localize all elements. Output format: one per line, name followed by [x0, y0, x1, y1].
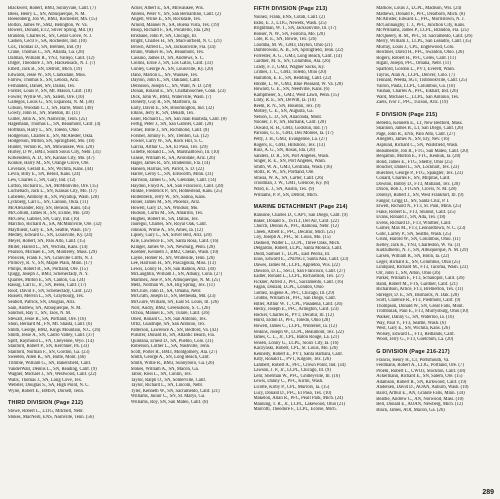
roster-entry: Grubbs, William H., PFC, San Diego, Calif.: [253, 296, 337, 302]
roster-entry: Hunter, Vernon R., SN, Milwaukee, Wis. (20): [8, 144, 94, 150]
roster-entry: Markow, Louis J., LCPL, Madison, Wis. (24): [376, 6, 462, 11]
roster-entry: Pulsifer, Donald H., SN, Atlantic Beach, Fla.: [130, 333, 215, 339]
roster-entry: Rigall, Joseph, PFC, Omaha, Nebr. (11): [376, 61, 451, 67]
roster-entry: Jauregui, Charles, SN, Royal Oak, Calif.: [130, 222, 208, 228]
roster-entry: Lew, Charles J., SN, Gary, Ind. (12): [8, 177, 76, 183]
roster-entry: Bond, James E., FTG, Shelby, Ohio (25): [376, 159, 453, 165]
roster-entry: Boesenberg, Jon W., BM3, Rochester, Mn. (15): [8, 17, 98, 23]
roster-entry: Prosicek, Frank F., SN, Granville Cliffs, N. J.: [8, 255, 94, 261]
roster-entry: Stanford, Robert P., SN, Kerchner, Pa. (33): [8, 344, 89, 350]
roster-entry: Tabor, Ross L., SN, Conlin, Tex.: [130, 372, 192, 378]
roster-entry: Hecky, Joseph E., PFC, Arlington, Calif. (23): [253, 307, 339, 313]
roster-entry: Bless, Henry L., SN, Albuquerque, N. M.: [8, 11, 86, 17]
roster-entry: McAlexander, Roy, SN, Benson, Kans. (45): [8, 205, 91, 211]
roster-entry: Metz, Norman W., SA, Big Spring, Tex. (11): [130, 283, 215, 289]
roster-entry: Dennison, Joseph C., SN, Wahr, N. D. (29): [130, 83, 212, 89]
roster-entry: Thompson, Donald W., SN, Great Falls, Mont.: [376, 303, 464, 309]
roster-entry: Hodgerson, Charles E., SN, McAlester, Okla.: [8, 133, 94, 139]
roster-entry: Manning, T. R., Jr., LCPL, Lakewood, Ohio (21): [253, 401, 346, 407]
roster-entry: Francis, Henry H., LT, Portsmouth, Va.: [376, 357, 450, 363]
roster-entry: Quintana, Ernest D., SN, Pueblo, Colo. (31): [130, 338, 214, 344]
roster-entry: Williams, Roy, SN, San Mateo, Calif. (8): [130, 399, 208, 405]
roster-entry: Hagemann, Thomas L., SN, Beaumont, Calif. (4): [8, 122, 101, 128]
roster-entry: Howell, Gary D., SA, Windsor, Mo.: [130, 205, 199, 211]
roster-entry: Richardson, Arlice, FT3, Bremerton, Tex. (11): [376, 287, 464, 293]
roster-entry: Ekbo, E. J., LTJG, Newelk, Wash. (25): [253, 20, 327, 26]
roster-entry: McGrew, Gabriel, SN, Gary, Ind. (16): [8, 216, 80, 222]
roster-entry: Rogers, E., GM3, Hillsboro, Tex. (13): [253, 142, 325, 148]
roster-entry: VanderWall, Dennis L., SN, Reading, Calif. (9): [8, 366, 97, 372]
roster-entry: Harrer, Leroy C., SN, Ellsworth, Minn. (31): [130, 172, 214, 178]
roster-entry: Ackermann, Richard E., SN, Salem, Ore. (15): [376, 374, 463, 380]
roster-entry: Stewart, Jesse R., SA, Portland, Ore. (16): [8, 316, 86, 322]
roster-entry: McCollum, James R., SN, Exline, Mo. (20): [8, 211, 90, 217]
roster-entry: Essel, Richard L., SN, San Juan Bautista, Calif. (8): [130, 116, 227, 122]
roster-entry: Dontsyl, Robert J., SN, West Frankfort, Ill. (9): [376, 192, 464, 198]
roster-entry: Ward, E. J., SN, Austin, Tex. (9): [253, 186, 315, 192]
roster-entry: Rassig, Carl E., Jr., SN, Berea, Calif. (17): [8, 283, 87, 289]
roster-entry: Parsons, G. E., GM3, Des Moines, Ia. (17): [253, 131, 334, 137]
roster-entry: Lubeleki, Anthony R., SN, Puyallup, Wash. (28): [8, 194, 99, 200]
roster-entry: Elkins, Jerry R., SN, Dekalb, Tex.: [130, 111, 195, 117]
roster-entry: Bebello, Kenneth E., LT, New Bedford, Mass.: [376, 120, 463, 126]
roster-entry: Asplund, Richard C., SN, Waitsfield, Wash.: [376, 143, 459, 149]
roster-entry: Glasse, William R., SA, Avondale, Ariz. (26): [130, 155, 216, 161]
roster-entry: Spafford, Gordon L., PVT, Everett, Wash.: [376, 67, 455, 73]
roster-entry: Johnson, Willie A., SN, Ames, Ia. (12): [130, 227, 203, 233]
roster-entry: Ward, Michael C., LCPL, San Antonio, Tex.: [376, 94, 460, 100]
roster-entry: Stokes, MacNeill, ENS, Nashville, Tenn. (56): [8, 414, 94, 420]
roster-entry: Konkle, Harry M., SN, Orange Grove, Ore.: [8, 161, 90, 167]
roster-entry: Beattie, Andrew C., AN, Norwood, Mass. (10): [376, 396, 464, 402]
roster-entry: Smith, Jesse A., SN, Castro Valley, Calif. (37): [8, 333, 95, 339]
roster-entry: Ahrens, Peter V., SN, San Bernardino, Calif. (2): [130, 11, 221, 17]
roster-entry: Rand, Robert M., FTS, Gardner, Calif. (21): [376, 281, 458, 287]
roster-entry: Licotte, Kirby P., CPL, Murrors, Ia. (15): [253, 385, 330, 390]
roster-entry: Mathews, Donald F., PFC, Dearborn, Mich. (8): [376, 11, 465, 17]
roster-entry: Elwell, Richard N., FT3, St. Paul, Minn. (25): [376, 204, 462, 210]
roster-entry: Elbert, Jack B., SN, Detroit, Mich. (19): [8, 67, 82, 73]
roster-entry: Wylie, Robert E., BMSN, Dorsett, Tenn.: [8, 388, 84, 394]
roster-entry: Scott, Clarence R., FT3, Piedmont, Calif. (9): [376, 298, 461, 304]
roster-entry: Blackwell, Robert, BM3, Sunnyvale, Calif. (7): [8, 6, 96, 11]
roster-entry: Dano, Marion L., SN, Waukee, Tex.: [130, 72, 199, 78]
roster-entry: Nuinez, Frank, ENS, Cotati, Calif. (2): [253, 15, 325, 20]
roster-entry: Shon, Bernard M., FN, Mt. Shasta, Calif. (6): [8, 322, 92, 328]
roster-entry: Harrison, James G., SA, Glendale, Calif. (14): [130, 177, 217, 183]
roster-entry: Black, James, AOI, Macon, Ga. (26): [376, 407, 445, 413]
roster-entry: Kaczynski, Robert, CPL, St. Louis, Mo. (26): [253, 346, 338, 352]
roster-entry: Bowers, Donald, ET2, Silver Spring, Md. (8): [8, 28, 93, 34]
roster-entry: Fagan, Donald, LCPL, London, Ohio: [253, 285, 324, 291]
roster-entry: Adamson, Robert R., SN, Kirkwood, Calif. (19): [376, 379, 467, 385]
roster-entry: Dambrowski, A. B., SN, Springfield, Tenn. (22): [253, 48, 344, 54]
roster-entry: Way, Paul V., FT3, Seattle, Wash. (6): [376, 320, 446, 326]
roster-entry: Stanford, Norman F., SN, Gordon, Ga. (23): [8, 349, 90, 355]
roster-entry: Tennant, Weeda, SGT, Tishbookville, Calif. (25): [376, 78, 468, 84]
roster-entry: Sweeten, Allen K., SN, Butte, Mont. (46): [8, 355, 86, 361]
roster-entry: Lipsey, Gary L., SA, Silver Bell, Ariz. (20): [130, 233, 212, 239]
roster-entry: Bonser, N. W., SN, Fostoria, Mo. (20): [253, 31, 325, 37]
roster-entry: Cole, R. E., SN, Bowie, Tex. (26): [253, 37, 317, 43]
roster-entry: Martinez, Jose P., SN, Albuquerque, N. M. (25): [130, 277, 220, 283]
roster-entry: Webster, Douglas S., SA, High Point, N. C.: [8, 383, 90, 389]
roster-entry: Fisher, Billie J., SN, Richmond, Calif. (8): [130, 128, 209, 134]
roster-entry: Larsen, William R., SN, Bolin, Ia. (22): [376, 253, 450, 259]
division-heading: F DIVISION (Page 215): [376, 111, 438, 118]
roster-entry: Sain, Andrew, SN, Albuquerque, N. M.: [8, 305, 82, 311]
roster-entry: Miller, Harold L., SN, Wichita, Kans. (14): [8, 244, 88, 250]
roster-entry: Fertig, Peter J., SN, San Gabriel, Calif. (28): [130, 122, 213, 128]
roster-entry: Pearson, Michael E., SN, Monterey, Mass. (29): [8, 250, 97, 256]
roster-entry: Ortiz, Guadrupe, SN, San Antonio, Tex.: [130, 322, 206, 328]
division-heading: FIFTH DIVISION (Page 213): [253, 6, 328, 12]
roster-entry: Gibson, Woodall C. J., SN, Barre, Mont. (49): [8, 105, 93, 111]
roster-entry: Coy, Joseph A., PFC, St. Louis, Mo. (15): [253, 235, 331, 241]
roster-entry: Smith, Willie R., BM3, Sunnyboro, Ga. (26): [130, 361, 215, 366]
roster-entry: Honer, James M., SN, Phoenix, Ariz.: [130, 200, 201, 206]
roster-entry: Gowty, John B., SN, Sheldon, Ill. (11): [8, 111, 80, 117]
roster-entry: Dawson, D. L., SSGT, San Francisco, Calif. (27): [253, 268, 346, 274]
roster-entry: McAllister, Edward L., PFC, Morristown, N. J.: [376, 17, 465, 23]
roster-entry: Lewis, Lonny H., SN, San Ramon, Ariz. (30): [130, 266, 216, 272]
division-heading: MARINE DETACHMENT (Page 214): [253, 204, 348, 211]
roster-entry: Forsher, Johnny F., SN, Trenton, Ga. (12): [130, 133, 209, 139]
roster-entry: Fowler, Larry W., SA, Rock Hill, S. C.: [130, 139, 204, 145]
roster-entry: Williams, Junior C., SN, St. Marys, Ga.: [130, 394, 206, 400]
roster-entry: Cassino, James D., SN, Andrews, S. C.: [130, 55, 205, 61]
roster-entry: Kile, Lawrence E., SN, Santa Rosa, Calif. (16): [130, 238, 219, 244]
roster-entry: Gardner, M. S., SN, Columbus, Ala. (26): [253, 59, 331, 65]
roster-entry: Kirkenstein, A. D., SN, Kansas City, Mo. (47): [8, 155, 95, 161]
roster-entry: Jenkins, Joseph W., LCPL, Beaumont, Tex. (22): [253, 329, 344, 335]
roster-entry: Kelley, Jack K., YN3, Charleston, W. Va. (3): [376, 242, 461, 248]
roster-entry: Bisop, Richard F., SA, Pocatello, Ida. (28): [130, 28, 211, 34]
roster-entry: Kudzutherni, N. J., SN, Albuquerque, N. M. (29): [376, 248, 469, 254]
roster-entry: Howard, G. E., SN, Needville, Kans. (6): [253, 87, 330, 93]
roster-entry: McGrath, Joseph D., SN, Bethesda, Md. (23): [130, 294, 216, 300]
roster-entry: Roberson, Luther L., SA, Nashville, Tenn.: [130, 344, 211, 350]
roster-entry: Conard, Charles F., SN, Milpitas, Calif.: [376, 176, 451, 182]
roster-entry: Hudson, Curtis M., SA, Amarillo, Tex.: [130, 211, 204, 217]
roster-entry: Howell, James C., LCPL, Winterset, Ia. (12): [253, 323, 337, 329]
roster-entry: Patterson, Lawrence A., SN, Bedford, Va. (43): [130, 327, 218, 333]
roster-entry: Hurley, D W., BM3, South Sioux City, Nebr. (31): [8, 150, 101, 156]
roster-entry: Dick, John W., BM3, Waterville, Wash. (7): [130, 94, 212, 100]
roster-entry: Gohr, Larrey P., SN, Seattle, Wash. (25): [376, 231, 452, 237]
roster-entry: Kilty, Ronald L., PVT, Kilgore, Tex. (26): [253, 357, 331, 363]
roster-entry: Dowton, Bobby D., FT3, Midland, Tex. (20): [376, 181, 460, 187]
roster-entry: Enos, Edward E., 2NDSGT, Santa Ana, Calif. (23): [253, 257, 349, 263]
roster-entry: McWilliams, James P., LCPL, Brandon, Fla. (25): [376, 28, 469, 34]
roster-entry: Allegreti, James N., SN, Ely, Nev. (16): [376, 137, 450, 143]
roster-entry: Petty, J. H., GM3, Evangeline, La. (27): [253, 137, 328, 143]
roster-entry: Lovelace, Gerald E., SN, Wichita, Kans. (44): [8, 166, 93, 172]
roster-entry: Wolsey, Edward L., FT3, Redlands, Calif.: [376, 331, 455, 337]
column-3: [254, 6, 370, 490]
roster-entry: Tayrus, Alan A., LCPL, Denver, Colo. (7): [376, 72, 455, 78]
roster-entry: Hoffman, Harry L., SN, Toledo, Ohio: [8, 128, 79, 134]
roster-entry: Angell, Willie E., SN, Rockdale, Tex.: [130, 17, 202, 23]
roster-entry: Smith, W. A., GM3, Centralia, Wash. (16): [253, 164, 333, 170]
roster-entry: Lehr, Sherman W., PFC, Gridleyville, Ill. (16): [253, 373, 340, 379]
roster-entry: Gallegos, Louis G., SN, Espanola, N. M. (30): [8, 100, 94, 106]
roster-entry: Philips, Robert B., SA, Portland, Ore. (15): [8, 266, 88, 272]
roster-entry: Dilger, Theodore J., SN, Hackensack, N. J. (7): [8, 61, 96, 67]
roster-entry: Bell, Donald E., AOAN, Newberg, Mich. (12): [376, 402, 463, 408]
roster-entry: Seabolt, Patrick, SN, Douglas, Ariz.: [8, 299, 76, 305]
roster-entry: Tyler, Kenneth W., SN, Sacramento, Calif. (21): [130, 388, 220, 394]
roster-entry: Edwards, Jesse W., SN, Clarksdale, Miss.: [8, 72, 86, 78]
column-1: [8, 6, 124, 490]
roster-entry: Grady, F. J., GM3, Wagner Sacks, Ky.: [253, 64, 325, 70]
roster-entry: Reichner, David H., PFC, Swanton, Ohio. (26): [376, 50, 464, 56]
roster-entry: Dixon, Bob J., FTGSN, Clovis, N. M. (28): [376, 187, 457, 193]
roster-entry: Eadler, Ronald L., LCPL, Richardson, Tex. (27): [253, 274, 344, 280]
roster-entry: Forrester, A. G., GM3, Long Beach, Calif. (14): [253, 53, 342, 59]
roster-entry: Vauhan, Charles A., PFC, Elkhart, Ind. (26): [376, 89, 459, 95]
roster-entry: Lewis, Danny C., PFC, Kirlin, Wash.: [253, 379, 324, 385]
roster-entry: Early, David E., SN, Bloomington, Ind. (32): [130, 105, 214, 111]
roster-entry: Kampmeier, S., GM3, West Lawn, Penn. (15): [253, 92, 340, 98]
roster-entry: Hocker, Charles R., PVT, Decatur, Ill. (12): [253, 312, 334, 318]
roster-entry: Mayfluent, Gary E., SA, Seattle, Wash. (47): [8, 227, 91, 233]
roster-entry: Shannon, James B., LT, San Diego, Calif. (26): [376, 126, 464, 132]
roster-entry: Levin, Billy E., SN, Beloit, Kans. (24): [8, 172, 81, 178]
roster-entry: Ochoa, Manuel E., SN, Tulare, Calif. (26): [130, 311, 210, 317]
roster-entry: Cox, Thomas D., SN, Bremen, Ind. (9): [8, 44, 81, 50]
roster-entry: McGuire, William, SN, East St. Louis, Ill. (26): [130, 299, 219, 305]
roster-entry: Marchio, Richard A., SA, McMinnville, Ore. (32): [8, 222, 102, 228]
roster-entry: Hitler, Arthur W. T., CPL, Pasadena, Calif. (26): [253, 301, 343, 307]
roster-entry: Luchebach, Jack L., SN, Kansas City, Mo. (17): [8, 189, 97, 195]
roster-entry: Jensen, Lonny G., LCPL, Sioux City, Ia. (16): [253, 340, 339, 346]
roster-entry: Primovy, R. V., SN, Maple Plain, Minn. (17): [8, 261, 92, 267]
roster-entry: Stoltz, R. W., SN, Portland, Ore.: [253, 170, 315, 176]
roster-entry: Trombulak, Paul E., FT3, Murrysburg, Ohio (10): [376, 309, 469, 315]
roster-entry: Smith, George A., SN, Long Beach, Calif.: [130, 355, 210, 361]
roster-entry: Spiff, Raymond L., FN, Cheyenne, Wyo. (14): [8, 338, 94, 344]
roster-entry: Quigg, Joseph J., BM3, Schenectady, N. Y.: [8, 272, 89, 278]
roster-entry: Zaels, Ivor J., PFC, Tucson, Ariz. (19): [376, 100, 448, 106]
roster-entry: Stowe, Robert L., LTJG, Mitchell, Nebr.: [8, 409, 84, 415]
roster-entry: Oswald, R. H., GM3, Godsrun, Ind. (7): [253, 125, 328, 131]
page-number: 289: [482, 489, 494, 496]
roster-entry: Nelson, L. D., SN, Anaconda, Mont.: [253, 114, 322, 120]
roster-entry: Feldmann, Robert A., LTJG, Portland, Ore. (7): [376, 363, 464, 369]
roster-entry: Smith, George, BM2, Kings Mountain, N.C. (26): [8, 327, 101, 333]
roster-entry: Benjamin, Morton E., FTC, Keokuk, Ia. (28): [376, 154, 461, 160]
roster-entry: Leger, Richard E., SN, Columbus, Ohio (25): [376, 259, 461, 265]
division-heading: G DIVISION (Page 216-217): [376, 348, 450, 355]
roster-entry: Meyer, Robert, SN, Palo Alto, Calif. (15): [8, 238, 86, 244]
column-4: [376, 6, 492, 490]
roster-entry: Williams, P. P., SN, Detroit, Mich.: [253, 192, 318, 198]
roster-entry: Baker, Donald S., 1STLT, Del Air, Calif. (22): [253, 218, 339, 224]
roster-entry: Gruhl, Harold W., SN, Columbus, Ohio. (11): [376, 237, 461, 243]
roster-entry: Brisbane, John P., SN, Chicago, Ill.: [130, 33, 198, 39]
roster-entry: Hansen, Harrias, SN, Parrot, S. D. (22): [130, 166, 204, 172]
roster-entry: Crane, Thomas C., SN, Atlanta, Ga. (28): [8, 50, 85, 56]
roster-entry: Murray, Louis J., CPL, Englewood, Colo.: [376, 44, 455, 50]
roster-entry: Fernandez, Daniel, SN, Dallas, Tex.: [8, 83, 76, 89]
roster-entry: Delgardio, Robert, LCPL, Santa Monica, Calif.: [253, 246, 343, 252]
roster-entry: Taylor, Ralph O., SN, Somerville, Calif.: [130, 377, 207, 383]
roster-entry: Roof, David F., SN, Schenectady, Calif. (22): [8, 288, 92, 294]
roster-entry: Fickner, Alfred J., PFC, Sacramento, Calif. (16): [253, 279, 344, 285]
roster-entry: Lucy, Donald D., PFC, El Paso, Tex. (10): [253, 390, 332, 396]
roster-entry: Hodgerson, Milton, SN, Springfield, Mo. (18): [8, 139, 95, 145]
roster-entry: Andersen, David D., AOAN, Auburn, Wash. (10): [376, 385, 469, 391]
roster-entry: Walls, Thomas J., SN, Long Cove, Tex.: [8, 377, 83, 383]
roster-columns: [8, 6, 492, 490]
roster-entry: Singer, R. E., SN, Port Angeles, Wash.: [253, 159, 326, 165]
roster-entry: Marcotti, Theodore F., LCPL, Ecorse, Mich.: [253, 407, 337, 413]
roster-entry: Cheek, Albert E., PFC, Decatur, Mich. (25): [253, 229, 335, 235]
roster-entry: Parker, William F., FT3, Schanopol, Calif. (26): [376, 276, 465, 282]
roster-entry: Wood, Jerry G., FT3, Goetchim, La. (20): [376, 337, 454, 343]
roster-entry: Bright, Charles H., SN, MacFairfield, N. C. (21): [130, 39, 222, 45]
roster-entry: Vairon, Paula, LCPL, Columbus, Ga. (10): [376, 83, 455, 89]
roster-entry: Linty, R. E., SN, DeWitt, Ia. (10): [253, 98, 316, 104]
roster-entry: Hindle, L. W., GM3, Blue Pleasant, W. Va. (28): [253, 81, 343, 87]
roster-entry: Ruiz, A. G., SN, Rosas, Ida. (20): [253, 148, 316, 154]
roster-entry: Baird, Arthur E., AN, Granite Falls, Minn. (34): [376, 391, 465, 396]
roster-entry: Hager, James R., SN, Bradenton, Fla. (14): [130, 161, 210, 167]
roster-entry: Garner, Max M., FT3, Leonardtown, N. C. (23): [376, 226, 466, 232]
roster-entry: Orr, John T., SN, Alton, Ohio (26): [376, 270, 441, 276]
roster-entry: Fangor, Grigg D., SN, Santa Cruz, P. I.: [376, 198, 450, 204]
roster-entry: Dodd, Samuel T., LCPL, East Peoria, Ill.: [253, 251, 331, 257]
roster-entry: Lindquist, Richard M., FT3, Tacoma, Wash. (23): [376, 265, 468, 271]
roster-entry: Kennedy, Robert E., PVT, Santa Barbara, Calif.: [253, 351, 343, 357]
roster-entry: Wagner, Michael J., SN, Westwood, Calif. (22): [8, 372, 97, 378]
roster-entry: Forster, Louis P., SN, Mt. Mason, Calif. (18): [8, 89, 92, 95]
roster-entry: Fowler, Wyllie W., SN, Salem, Ore. (10): [8, 94, 84, 100]
roster-entry: Church, Dennis A., PFC, Ramona, Nebr. (12): [253, 224, 339, 230]
roster-entry: Stokes, William A., SN, Macon, Ga.: [130, 366, 199, 372]
roster-entry: Lofton, Richard E., SA, McMinnville, Ore. (15): [8, 183, 99, 189]
roster-entry: Troutman, J. W., GM1, Glencoe, Ky. (8): [253, 181, 330, 187]
roster-entry: Evens, Richard D., FT3, Whittier, Calif.: [376, 220, 452, 226]
roster-entry: Brown, Alfred L., SA, Jacksonville, Fla. (34): [130, 44, 216, 50]
roster-entry: Guller, John A., SN, Nashville, Tenn. (25): [8, 116, 87, 122]
roster-entry: Medley, Edward G., SN, Louisville, Ky. (24): [8, 233, 93, 239]
roster-entry: Boucher, Daniel L., SN, Lockhart, Tex. (23): [376, 165, 459, 171]
roster-entry: Flake, Robert E., FT3, Shinnst, Calif. (25): [376, 209, 456, 215]
roster-entry: West, Gary E., SN, Wichita, Kans. (26): [376, 326, 450, 332]
roster-entry: Donan, Roland E., SN, Chattahoochee, Conn. (23): [130, 89, 226, 95]
roster-entry: Haydon, Floyd A., SA, San Francisco, Calif. (28): [130, 183, 224, 189]
roster-entry: Hughes, Robert H., SA, Dallas, Tex.: [130, 216, 199, 222]
roster-entry: Page, John R., ENS, Palo Alto, Calif. (27): [376, 131, 456, 137]
roster-entry: Quarles, Milton E., SN, Canton, Ga. (24): [8, 277, 86, 283]
roster-entry: Nooner, J. P., SN, Burbank, Calif. (20): [253, 120, 326, 126]
roster-entry: Sanders, D. R., SN, Port Angeles, Wash.: [253, 153, 330, 159]
roster-entry: Trimble, William G., SN, Bakersfield, Calif.: [8, 361, 92, 366]
roster-entry: James, C. L., Jr., CPL, Baton Rouge, La. (21): [253, 335, 339, 341]
roster-entry: Acker, Albert E., SA, Milwaukee, Wis.: [130, 6, 204, 11]
roster-entry: McQueery, R. M., PFC, St. Sacramento, Calif. (26): [376, 33, 473, 39]
roster-entry: Layne, Homer R., SN, Whiteside, Tenn. (26): [130, 255, 215, 261]
roster-entry: Merry, William J., LCPL, San Leandro, Calif. (35): [376, 39, 472, 45]
roster-entry: McGonnaughy, T. J., PFC, Junction City, Kans.: [376, 22, 466, 28]
roster-entry: Oneil, Ronald C., SN, San Antonio, Tex.: [130, 316, 207, 322]
roster-entry: Cashen, Cecil F., SA, Rochester, Ind. (10): [8, 39, 87, 45]
roster-entry: Gillette, Ronald L., SA, Marshalltown, Ill. (10): [130, 150, 220, 156]
roster-entry: Shreiger, D. E., SN, Bismarck, N. Dak. (28): [376, 292, 459, 298]
roster-entry: McClure, John D., SA, Omaha, Nebr.: [130, 288, 202, 294]
roster-entry: Norr, Audry, BM2, Greensboro, S. C. (26): [130, 305, 210, 311]
roster-entry: Hinkle, Frederick P., SN, Homestead, Kans. (25): [130, 189, 223, 195]
roster-entry: Evans, Ronald J., SN, Ada, Tex. (18): [376, 215, 446, 221]
roster-entry: Scott, Porter R., BM3, Montgomery, Ala. (27): [130, 349, 218, 355]
roster-entry: Lawson, J. P., Jr., LCPL, Chicago, Ill. (9): [253, 368, 331, 374]
roster-entry: Doherty, Guy R., SN, Marlboro, Ia.: [130, 100, 198, 106]
roster-entry: Garcia, Arthur C., SA, El Paso, Tex. (29): [130, 144, 208, 150]
roster-entry: Hamilton, E. E., SN, Redding, Calif. (22): [253, 76, 332, 82]
roster-entry: Lambert, Robert A., PFC, Crown Point, Ind. (34): [253, 362, 346, 368]
roster-entry: Proehl, Robert L., CWO3, Stockton, Calif. (38): [376, 368, 466, 374]
roster-entry: Strasia, W. A., SN, Carter, Calif. (26): [253, 175, 324, 181]
roster-entry: Koehler, Kenneth J., BM2, Chelan, Wash. (10): [130, 250, 219, 256]
column-2: [131, 6, 247, 490]
roster-entry: McLaughlin, William J., SN, Albany, Conn. (27): [130, 272, 223, 278]
roster-entry: Ransone, Charles D., CAPT, San Diego, Calif. (9): [253, 213, 348, 219]
roster-entry: Farrow, Thomas S., SN, Lenora, Ariz.: [8, 78, 80, 84]
roster-entry: Rogers, Robert H., PFC, Ceres, Calif. (11): [376, 55, 456, 61]
roster-entry: Collins, Ernie J., SN, Los Gatos, Calif. (33): [130, 61, 213, 67]
roster-entry: Walker, Danny G., SN, Waterloo, Ia. (16): [376, 314, 454, 320]
roster-entry: Gomez, Eugene A., PFC, Chicago, Ill. (29): [253, 290, 335, 296]
roster-entry: Dashiell, Walter L., LCPL, Three Oaks, Mich.: [253, 240, 341, 246]
roster-entry: Grimes, J. C., GM3, Toledo, Ohio (20): [253, 70, 327, 76]
division-heading: THIRD DIVISION (Page 212): [8, 400, 84, 407]
roster-entry: Brandon, Charles R., SN, Cedar Grove, N. J.: [8, 33, 93, 39]
roster-entry: Dalman, William R., YN3, Vallejo, Calif. (12): [8, 55, 95, 61]
roster-entry: Beaumestre, Jon R., FTG, San Mateo, Calif. (20): [376, 148, 469, 154]
roster-entry: Brightman, W. T., SN, Jacksonville, Ill. (17): [253, 26, 337, 32]
roster-entry: Lee, Harrison H., SN, Pascagoula, Miss. (13): [130, 261, 216, 267]
roster-entry: Makelon, Allan R., PFC, Pearl Park, Mich. (24): [253, 396, 343, 402]
roster-entry: Hurst, Eldon D., PFC, Toledo, Ohio (28): [253, 318, 330, 324]
roster-entry: Taylor, Richard L., SN, Lincoln, Nebr.: [130, 383, 204, 389]
roster-entry: Brunn, Walker H., SA, Beaumont, Tex.: [130, 50, 205, 56]
roster-entry: Motley, C. E., SN, Augusta, Ga.: [253, 109, 314, 115]
roster-entry: Russell, Melvin L., SN, Graybourg, Tex.: [8, 294, 85, 300]
roster-entry: Lyckberg, Carl L., SN, Cannon, Okla. (11): [8, 200, 88, 206]
roster-entry: Buechler, George P., FTG, Spangler, Tex. (23): [376, 170, 463, 176]
roster-entry: Arnold, Manuel N., SA, Buena Vista, Tex. (19): [130, 22, 220, 28]
roster-entry: Hollenbeck, Jerry W., SN, Salina, Kans.: [130, 194, 206, 200]
roster-entry: Dayton, John E., SN, Oakland, Calif.: [130, 78, 201, 84]
roster-entry: Coomba, M. W., GM3, Dayton, Ohio (21): [253, 42, 333, 48]
roster-entry: Reehl, R. N., SN, Houston, Tex. (9): [253, 103, 321, 109]
roster-entry: Bolton, James W., SM2, Belington, W. Va.: [8, 22, 88, 28]
roster-entry: Klinger, James W., SA, Newburg, Penn. (28): [130, 244, 215, 250]
roster-entry: Dawes, James M., LCPL, Appleton, Wis. (22): [253, 262, 340, 268]
roster-entry: Sanchez, Ray T., SN, Taos, N. M.: [8, 311, 72, 317]
roster-entry: Conley, George A., SN, Louisville, Ky. (20): [130, 67, 214, 73]
